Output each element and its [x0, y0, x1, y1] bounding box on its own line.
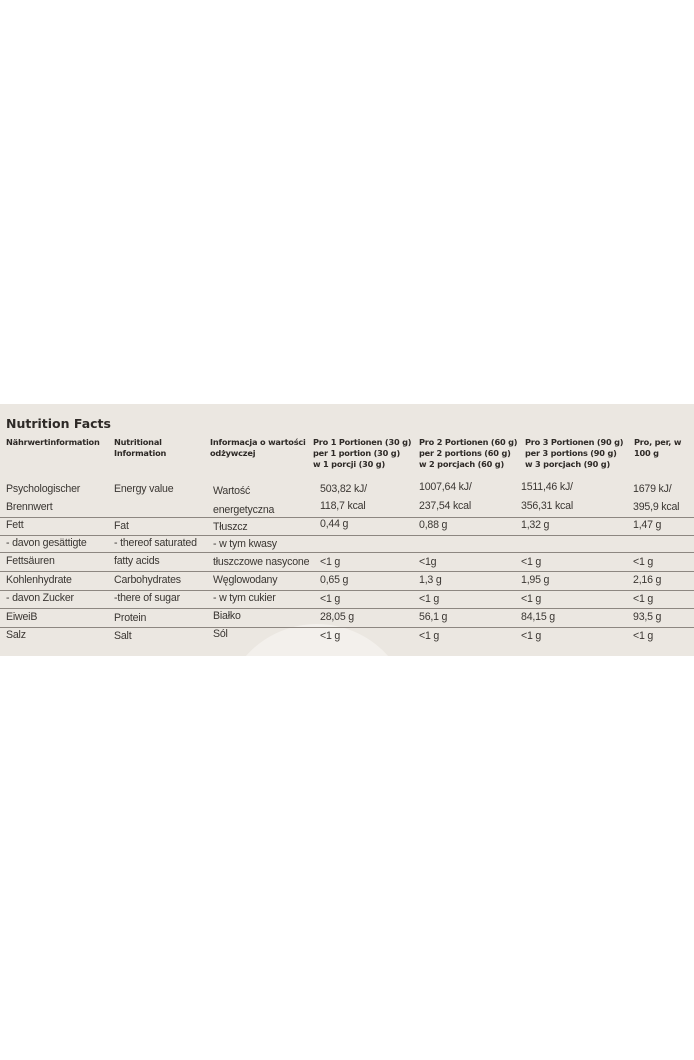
cell-value-100g: 1,47 g — [633, 519, 662, 531]
cell-value-3: 356,31 kcal — [521, 500, 573, 512]
cell-value-3: 84,15 g — [521, 611, 555, 623]
cell-value-100g: <1 g — [633, 556, 654, 568]
cell-value-3: <1 g — [521, 630, 542, 642]
cell-value-1: 503,82 kJ/ — [320, 483, 367, 495]
page-title: Nutrition Facts — [6, 416, 111, 431]
cell-value-1: <1 g — [320, 630, 341, 642]
header-pl: Informacja o wartości odżywczej — [210, 437, 306, 458]
cell-pl: tłuszczowe nasycone — [213, 556, 310, 568]
cell-value-2: <1 g — [419, 593, 440, 605]
cell-pl: - w tym kwasy — [213, 538, 277, 550]
header-de: Nährwertinformation — [6, 437, 100, 447]
row-divider — [0, 590, 694, 591]
cell-value-2: 0,88 g — [419, 519, 448, 531]
cell-en: Protein — [114, 612, 147, 624]
nutrition-facts-panel — [0, 404, 694, 656]
cell-value-1: 118,7 kcal — [320, 500, 366, 512]
cell-de: EiweiB — [6, 611, 38, 623]
cell-value-3: 1,32 g — [521, 519, 550, 531]
cell-pl: energetyczna — [213, 504, 275, 516]
cell-de: - davon Zucker — [6, 592, 74, 604]
row-divider — [0, 552, 694, 553]
header-portion-1: Pro 1 Portionen (30 g) per 1 portion (30 g) w 1 porcji (30 g) — [313, 437, 412, 469]
cell-value-2: 1,3 g — [419, 574, 442, 586]
cell-value-1: 0,65 g — [320, 574, 349, 586]
cell-value-1: <1 g — [320, 556, 341, 568]
cell-value-2: <1g — [419, 556, 437, 568]
cell-pl: Wartość — [213, 485, 251, 497]
cell-pl: Sól — [213, 628, 228, 640]
cell-de: - davon gesättigte — [6, 537, 87, 549]
cell-value-3: <1 g — [521, 593, 542, 605]
cell-value-1: <1 g — [320, 593, 341, 605]
header-portion-3: Pro 3 Portionen (90 g) per 3 portions (90 g) w 3 porcjach (90 g) — [525, 437, 624, 469]
cell-de: Fettsäuren — [6, 555, 55, 567]
cell-en: -there of sugar — [114, 592, 180, 604]
cell-de: Kohlenhydrate — [6, 574, 72, 586]
cell-value-2: <1 g — [419, 630, 440, 642]
cell-en: - thereof saturated — [114, 537, 197, 549]
cell-de: Brennwert — [6, 501, 53, 513]
cell-en: Carbohydrates — [114, 574, 181, 586]
cell-en: Salt — [114, 630, 132, 642]
cell-en: Fat — [114, 520, 129, 532]
cell-pl: Białko — [213, 610, 241, 622]
header-portion-2: Pro 2 Portionen (60 g) per 2 portions (60 g) w 2 porcjach (60 g) — [419, 437, 518, 469]
cell-value-1: 0,44 g — [320, 518, 349, 530]
cell-pl: Węglowodany — [213, 574, 278, 586]
cell-value-2: 237,54 kcal — [419, 500, 471, 512]
header-per-100g: Pro, per, w 100 g — [634, 437, 682, 458]
cell-value-100g: 93,5 g — [633, 611, 662, 623]
cell-value-100g: <1 g — [633, 630, 654, 642]
cell-de: Salz — [6, 629, 26, 641]
cell-pl: Tłuszcz — [213, 521, 248, 533]
cell-en: fatty acids — [114, 555, 160, 567]
background-watermark-shape — [222, 624, 412, 656]
row-divider — [0, 535, 694, 536]
cell-value-100g: 1679 kJ/ — [633, 483, 672, 495]
row-divider — [0, 571, 694, 572]
cell-de: Psychologischer — [6, 483, 81, 495]
cell-de: Fett — [6, 519, 24, 531]
cell-value-3: <1 g — [521, 556, 542, 568]
cell-value-2: 56,1 g — [419, 611, 448, 623]
cell-value-2: 1007,64 kJ/ — [419, 481, 472, 493]
cell-pl: - w tym cukier — [213, 592, 276, 604]
cell-value-3: 1,95 g — [521, 574, 550, 586]
cell-value-3: 1511,46 kJ/ — [521, 481, 573, 493]
header-en: Nutritional Information — [114, 437, 167, 458]
cell-value-100g: <1 g — [633, 593, 654, 605]
cell-en: Energy value — [114, 483, 174, 495]
row-divider — [0, 608, 694, 609]
cell-value-100g: 2,16 g — [633, 574, 662, 586]
row-divider — [0, 627, 694, 628]
cell-value-100g: 395,9 kcal — [633, 501, 680, 513]
cell-value-1: 28,05 g — [320, 611, 354, 623]
